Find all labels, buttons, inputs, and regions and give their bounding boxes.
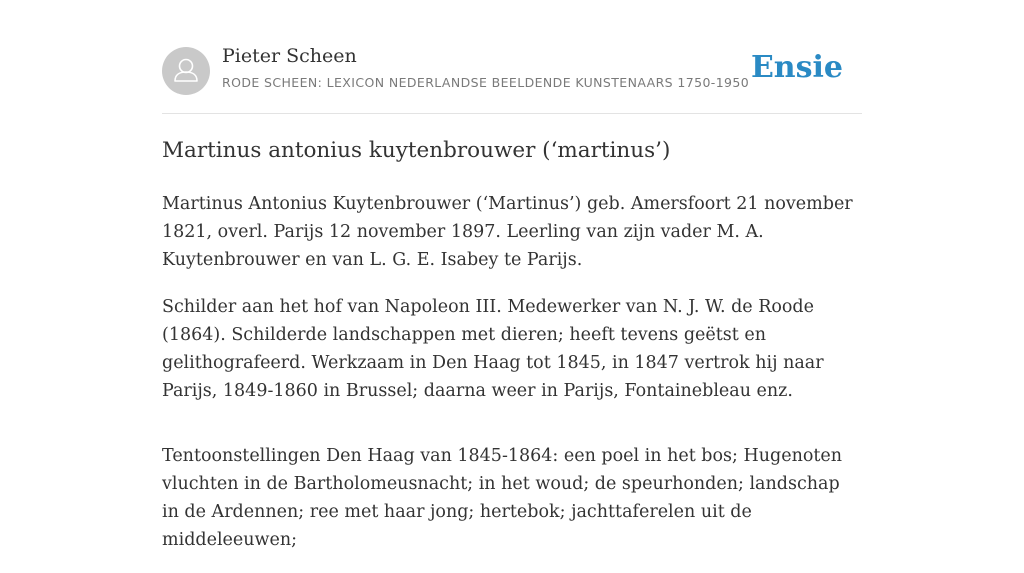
source-title[interactable]: RODE SCHEEN: LEXICON NEDERLANDSE BEELDENDE KUNSTENAARS 1750-1950	[222, 75, 750, 90]
ensie-logo[interactable]: Ensie	[750, 50, 843, 85]
user-icon	[162, 47, 210, 95]
content-container	[162, 0, 862, 550]
author-name[interactable]: Pieter Scheen	[222, 45, 357, 67]
author-avatar[interactable]	[162, 47, 210, 95]
article-body	[162, 190, 862, 573]
article-paragraph: Schilder aan het hof van Napoleon III. Medewerker van N. J. W. de Roode (1864). Schilderde landschappen met dieren; heeft tevens geëtst en gelithografeerd. Werkzaam in Den Haag tot 1845, in 1847 vertrok hij naar Parijs, 1849-1860 in Brussel; daarna weer in Parijs, Fontainebleau enz.	[162, 297, 824, 401]
article-paragraph: Martinus Antonius Kuytenbrouwer (‘Martinus’) geb. Amersfoort 21 november 1821, overl. Parijs 12 november 1897. Leerling van zijn vader M. A. Kuytenbrouwer en van L. G. E. Isabey te Parijs.	[162, 194, 853, 270]
article-title: Martinus antonius kuytenbrouwer (‘martinus’)	[162, 138, 671, 163]
article-paragraph: Tentoonstellingen Den Haag van 1845-1864: een poel in het bos; Hugenoten vluchten in de Bartholomeusnacht; in het woud; de speurhonden; landschap in de Ardennen; ree met haar jong; hertebok; jachttaferelen uit de middeleeuwen;	[162, 446, 843, 550]
article-header	[162, 0, 862, 114]
